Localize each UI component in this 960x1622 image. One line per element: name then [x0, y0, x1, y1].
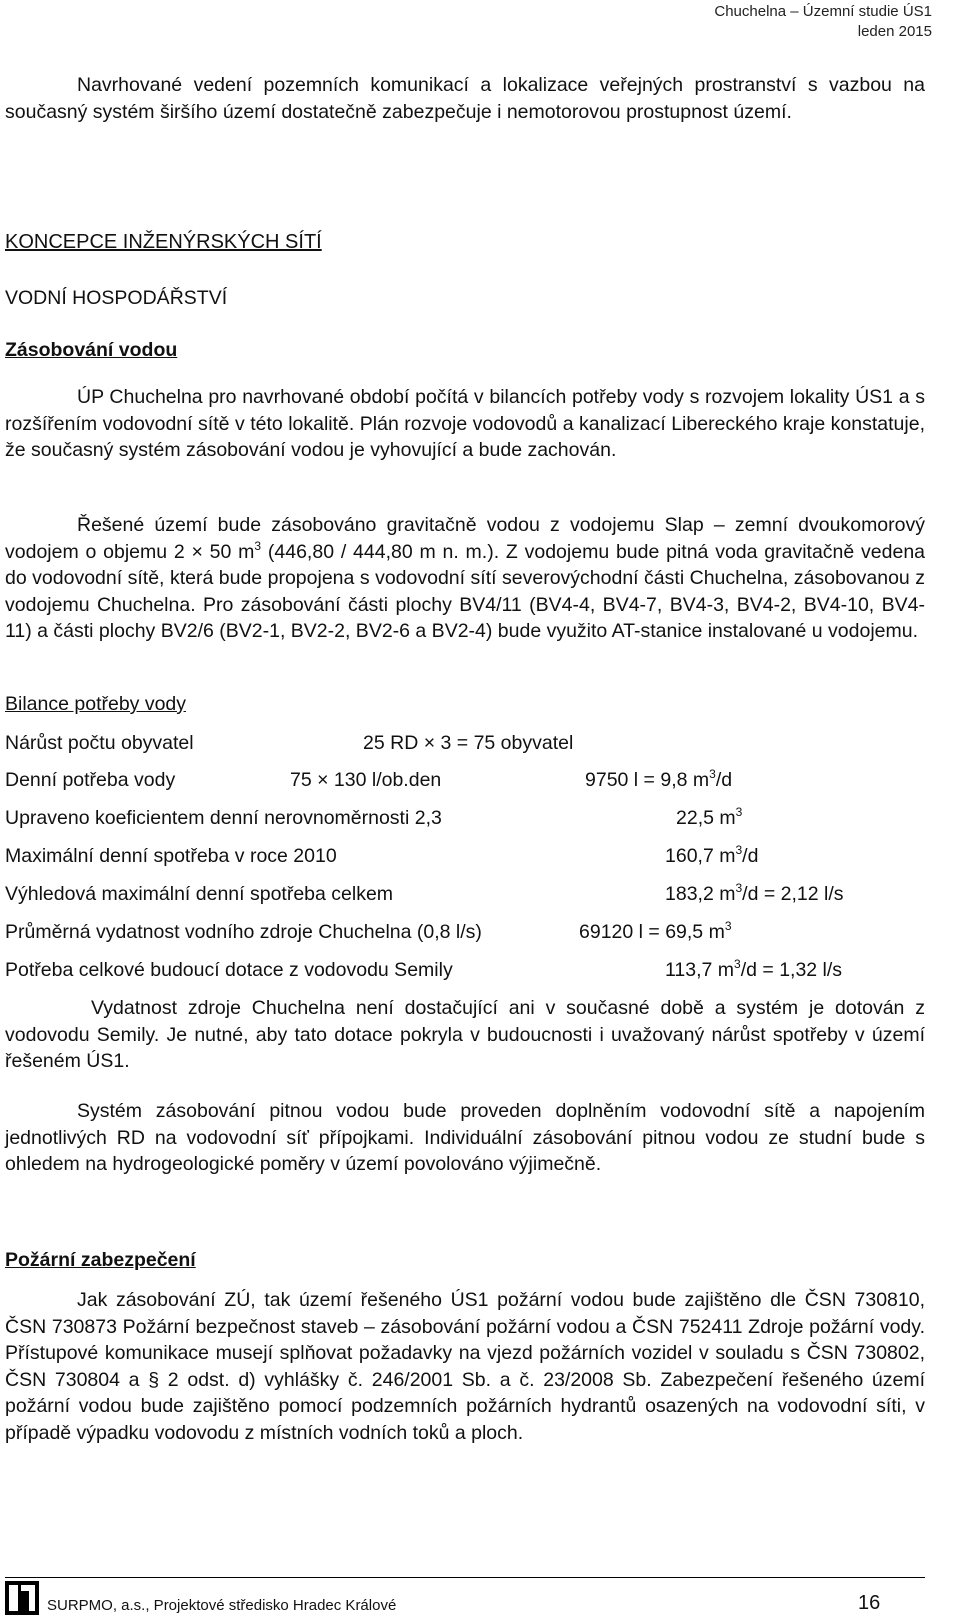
balance-value — [585, 769, 732, 792]
balance-value — [665, 883, 844, 906]
surpmo-logo-icon — [5, 1581, 39, 1615]
balance-value-text: 183,2 m — [665, 883, 736, 905]
footer-divider — [5, 1577, 925, 1578]
balance-value-sup: 3 — [709, 767, 716, 781]
supply-adequacy-paragraph: Vydatnost zdroje Chuchelna není dostačující ani v současné době a systém je dotován z vodovodu Semily. Je nutné, aby tato dotace pokryla v budoucnosti i uvažovaný nárůst spotřeby v území řešeném ÚS1. — [5, 997, 925, 1072]
header-title: Chuchelna – Územní studie ÚS1 — [714, 3, 932, 20]
subsection-title: VODNÍ HOSPODÁŘSTVÍ — [5, 287, 228, 309]
balance-value-unit: /d = 1,32 l/s — [740, 959, 843, 981]
page-header — [714, 2, 932, 42]
fire-heading: Požární zabezpečení — [5, 1249, 196, 1271]
water-supply-paragraph-1: ÚP Chuchelna pro navrhované období počítá v bilancích potřeby vody s rozvojem lokality ÚS1 a s rozšířením vodovodní sítě v této lokalitě. Plán rozvoje vodovodů a kanalizací Libereckého kraje konstatuje, že současný systém zásobování vodou je vyhovující a bude zachován. — [5, 386, 925, 461]
para2-text-b: (446,80 / 444,80 m n. m.). Z vodojemu bude pitná voda gravitačně vedena do vodovodní sítě, která bude propojena s vodovodní sítí severovýchodní části Chuchelna, zásobovanou z vodojemu Chuchelna. Pro zásobování části plochy BV4/11 (BV4-4, BV4-7, BV4-3, BV4-2, BV4-10, BV4-11) a části plochy BV2/6 (BV2-1, BV2-2, BV2-6 a BV2-4) bude využito AT-stanice instalované u vodojemu. — [5, 540, 926, 642]
balance-value-text: 22,5 m — [676, 807, 736, 829]
balance-label: Denní potřeba vody — [5, 769, 176, 791]
intro-paragraph: Navrhované vedení pozemních komunikací a lokalizace veřejných prostranství s vazbou na současný systém širšího území dostatečně zabezpečuje i nemotorovou prostupnost území. — [5, 74, 925, 123]
balance-value-text: 69120 l = 69,5 m — [579, 921, 725, 943]
balance-value — [665, 845, 758, 868]
balance-value-sup: 3 — [735, 843, 743, 857]
balance-value — [665, 959, 842, 982]
supply-system-paragraph: Systém zásobování pitnou vodou bude proveden doplněním vodovodní sítě a napojením jednotlivých RD na vodovodní síť přípojkami. Individuální zásobování pitnou vodou ze studní bude s ohledem na hydrogeologické poměry v území povolováno výjimečně. — [5, 1100, 925, 1175]
fire-paragraph: Jak zásobování ZÚ, tak území řešeného ÚS1 požární vodou bude zajištěno dle ČSN 730810, ČSN 730873 Požární bezpečnost staveb – zásobování požární vodou a ČSN 752411 Zdroje požární vody. Přístupové komunikace musejí splňovat požadavky na vjezd požárních vozidel v souladu s ČSN 730802, ČSN 730804 a § 2 odst. d) vyhlášky č. 246/2001 Sb. a č. 23/2008 Sb. Zabezpečení řešeného území požární vodou bude zajištěno pomocí podzemních požárních hydrantů osazených na vodovodní síti, v případě výpadku vodovodu z místních vodních toků a ploch. — [5, 1289, 925, 1444]
balance-value-sup: 3 — [734, 957, 741, 971]
balance-formula: 75 × 130 l/ob.den — [290, 769, 442, 791]
balance-value-text: 160,7 m — [665, 845, 736, 867]
para2-text-a: Řešené území bude zásobováno gravitačně vodou z vodojemu Slap – zemní dvoukomorový vodojem o objemu 2 × 50 m — [5, 514, 925, 563]
balance-heading: Bilance potřeby vody — [5, 693, 187, 715]
balance-value-sup: 3 — [724, 919, 732, 933]
water-supply-heading: Zásobování vodou — [5, 339, 178, 361]
balance-label: Potřeba celkové budoucí dotace z vodovodu Semily — [5, 959, 453, 981]
para2-superscript: 3 — [254, 538, 262, 553]
balance-label: Maximální denní spotřeba v roce 2010 — [5, 845, 337, 867]
balance-value-unit: /d — [742, 845, 759, 867]
balance-label: Průměrná vydatnost vodního zdroje Chuchelna (0,8 l/s) — [5, 921, 482, 943]
balance-value-unit: /d = 2,12 l/s — [742, 883, 844, 905]
balance-value-sup: 3 — [735, 881, 743, 895]
balance-label: Výhledová maximální denní spotřeba celkem — [5, 883, 394, 905]
balance-value-text: 113,7 m — [665, 959, 735, 981]
balance-value-unit: /d — [715, 769, 733, 791]
balance-value-text: 9750 l = 9,8 m — [585, 769, 710, 791]
water-supply-paragraph-2 — [5, 512, 925, 645]
balance-label: Upraveno koeficientem denní nerovnoměrnosti 2,3 — [5, 807, 442, 829]
section-title: KONCEPCE INŽENÝRSKÝCH SÍTÍ — [5, 231, 322, 253]
balance-value-sup: 3 — [735, 805, 743, 819]
balance-value — [676, 807, 742, 830]
page-number: 16 — [858, 1592, 881, 1614]
balance-label: Nárůst počtu obyvatel — [5, 732, 194, 754]
balance-formula: 25 RD × 3 = 75 obyvatel — [363, 732, 574, 754]
balance-value — [579, 921, 732, 944]
header-date: leden 2015 — [857, 23, 932, 40]
footer-company: SURPMO, a.s., Projektové středisko Hradec Králové — [47, 1597, 397, 1614]
